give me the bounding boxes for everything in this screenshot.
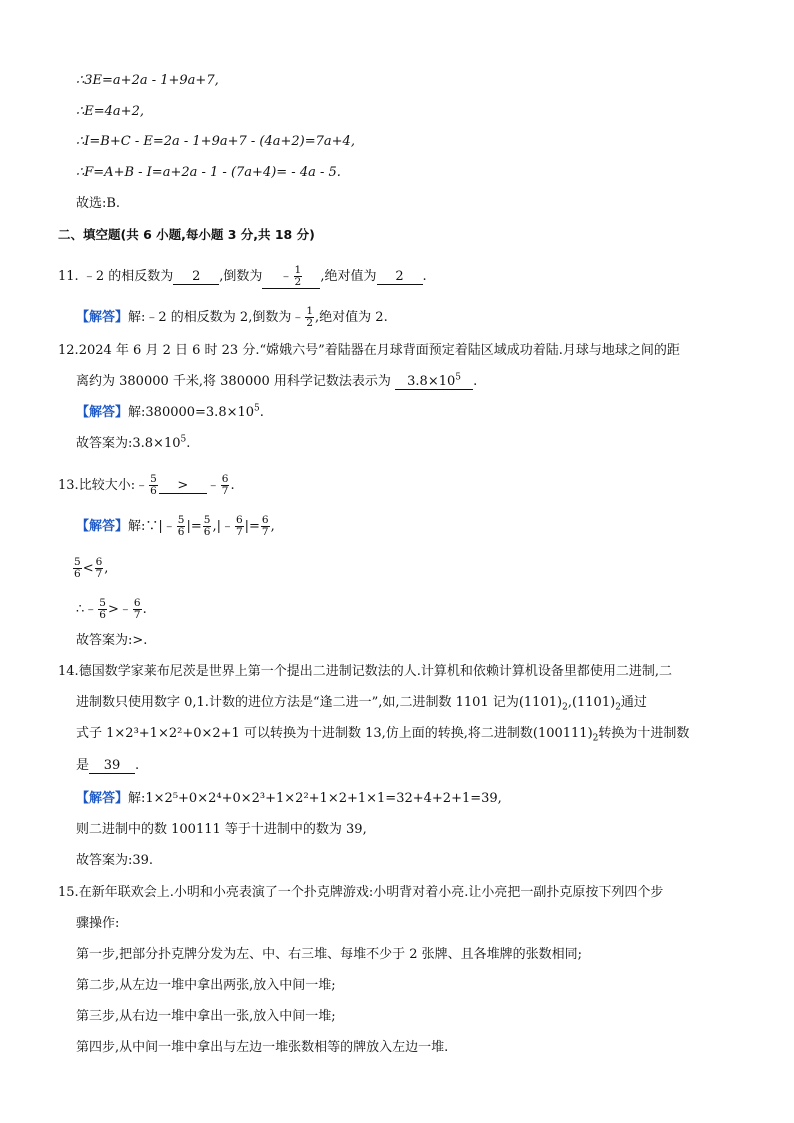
- section-title: 二、填空题(共 6 小题,每小题 3 分,共 18 分): [58, 227, 315, 242]
- step-1: 第一步,把部分扑克牌分发为左、中、右三堆、每堆不少于 2 张牌、且各堆牌的张数相同;: [76, 947, 583, 962]
- answer-blank: 39: [89, 759, 135, 774]
- question-14-line-4: 是 39 .: [76, 758, 140, 773]
- question-14-line-3: 式子 1×2³+1×2²+0×2+1 可以转换为十进制数 13,仿上面的转换,将二进制数$(100111)_2$转换为十进制数: [76, 726, 690, 744]
- answer-tag: 【解答】: [76, 310, 129, 325]
- question-14-line-1: 14.德国数学家莱布尼茨是世界上第一个提出二进制记数法的人.计算机和依赖计算机设备里都使用二进制,二: [58, 664, 672, 679]
- step-4: 第四步,从中间一堆中拿出与左边一堆张数相等的牌放入左边一堆.: [76, 1040, 449, 1055]
- question-text: ﹣2 的相反数为: [82, 269, 174, 284]
- answer-blank: 2: [173, 270, 219, 285]
- question-12-line-2: 离约为 380000 千米,将 380000 用科学记数法表示为 $3.8\times 10^5$ .: [76, 372, 478, 389]
- question-14-line-2: 进制数只使用数字 0,1.计数的进位方法是“逢二进一”,如,二进制数 1101 记为$(1101)_2,(1101)_2$通过: [76, 695, 647, 713]
- question-11: 11. ﹣2 的相反数为 2 ,倒数为 ﹣ $\frac{1}{2}$ ,绝对值为 2 .: [58, 264, 427, 288]
- answer-12: 故答案为$:3.8\times 10^5$.: [76, 434, 191, 451]
- answer-blank: >: [159, 479, 207, 494]
- solution-12: 【解答】解$:380000=3.8\times 10^5$.: [76, 403, 264, 420]
- step-2: 第二步,从左边一堆中拿出两张,放入中间一堆;: [76, 978, 336, 993]
- fraction: $\frac{5}{6}$: [150, 473, 157, 497]
- question-text: ,倒数为: [219, 269, 263, 284]
- question-15-line-1: 15.在新年联欢会上.小明和小亮表演了一个扑克牌游戏:小明背对着小亮.让小亮把一副扑克原按下列四个步: [58, 885, 664, 900]
- answer-blank: ﹣ $\frac{1}{2}$: [262, 265, 320, 289]
- solution-11: 【解答】解:﹣2 的相反数为 2,倒数为﹣ $\frac{1}{2}$ ,绝对值为 2.: [76, 305, 388, 329]
- solution-13-conclusion: ∴﹣ $\frac{5}{6}$ >﹣ $\frac{6}{7}$ .: [76, 597, 147, 621]
- derivation-line-3: ∴I=B+C - E=2a - 1+9a+7 - (4a+2)=7a+4,: [76, 134, 355, 149]
- solution-13-compare: $\frac{5}{6}$ < $\frac{6}{7}$ ,: [74, 556, 109, 580]
- fraction: $\frac{1}{2}$: [306, 305, 314, 329]
- solution-14-line-2: 则二进制中的数 100111 等于十进制中的数为 39,: [76, 822, 367, 837]
- question-number: 11.: [58, 269, 79, 284]
- answer-blank: 2: [377, 270, 423, 285]
- answer-blank: $3.8\times 10^5$: [395, 375, 473, 390]
- fraction: $\frac{6}{7}$: [221, 473, 229, 497]
- question-12-line-1: 12.2024 年 6 月 2 日 6 时 23 分.“嫦娥六号”着陆器在月球背面预定着陆区域成功着陆.月球与地球之间的距: [58, 343, 680, 358]
- question-text: ,绝对值为: [320, 269, 377, 284]
- choice-answer: 故选:B.: [76, 196, 121, 211]
- derivation-line-4: ∴F=A+B - I=a+2a - 1 - (7a+4)= - 4a - 5.: [76, 165, 341, 180]
- answer-13: 故答案为:>.: [76, 633, 148, 648]
- solution-14: 【解答】解:1×2⁵+0×2⁴+0×2³+1×2²+1×2+1×1=32+4+2+1=39,: [76, 791, 502, 806]
- derivation-line-1: ∴3E=a+2a - 1+9a+7,: [76, 73, 219, 88]
- answer-14: 故答案为:39.: [76, 853, 154, 868]
- solution-13: 【解答】解:∵|﹣ $\frac{5}{6}$ |= $\frac{5}{6}$ ,|﹣ $\frac{6}{7}$ |= $\frac{6}{7}$ ,: [76, 514, 275, 538]
- fraction: $\frac{1}{2}$: [294, 264, 302, 288]
- question-15-line-2: 骤操作:: [76, 916, 120, 931]
- derivation-line-2: ∴E=4a+2,: [76, 104, 144, 119]
- question-13: 13.比较大小:﹣ $\frac{5}{6}$ > ﹣ $\frac{6}{7}$ .: [58, 473, 235, 497]
- step-3: 第三步,从右边一堆中拿出一张,放入中间一堆;: [76, 1009, 336, 1024]
